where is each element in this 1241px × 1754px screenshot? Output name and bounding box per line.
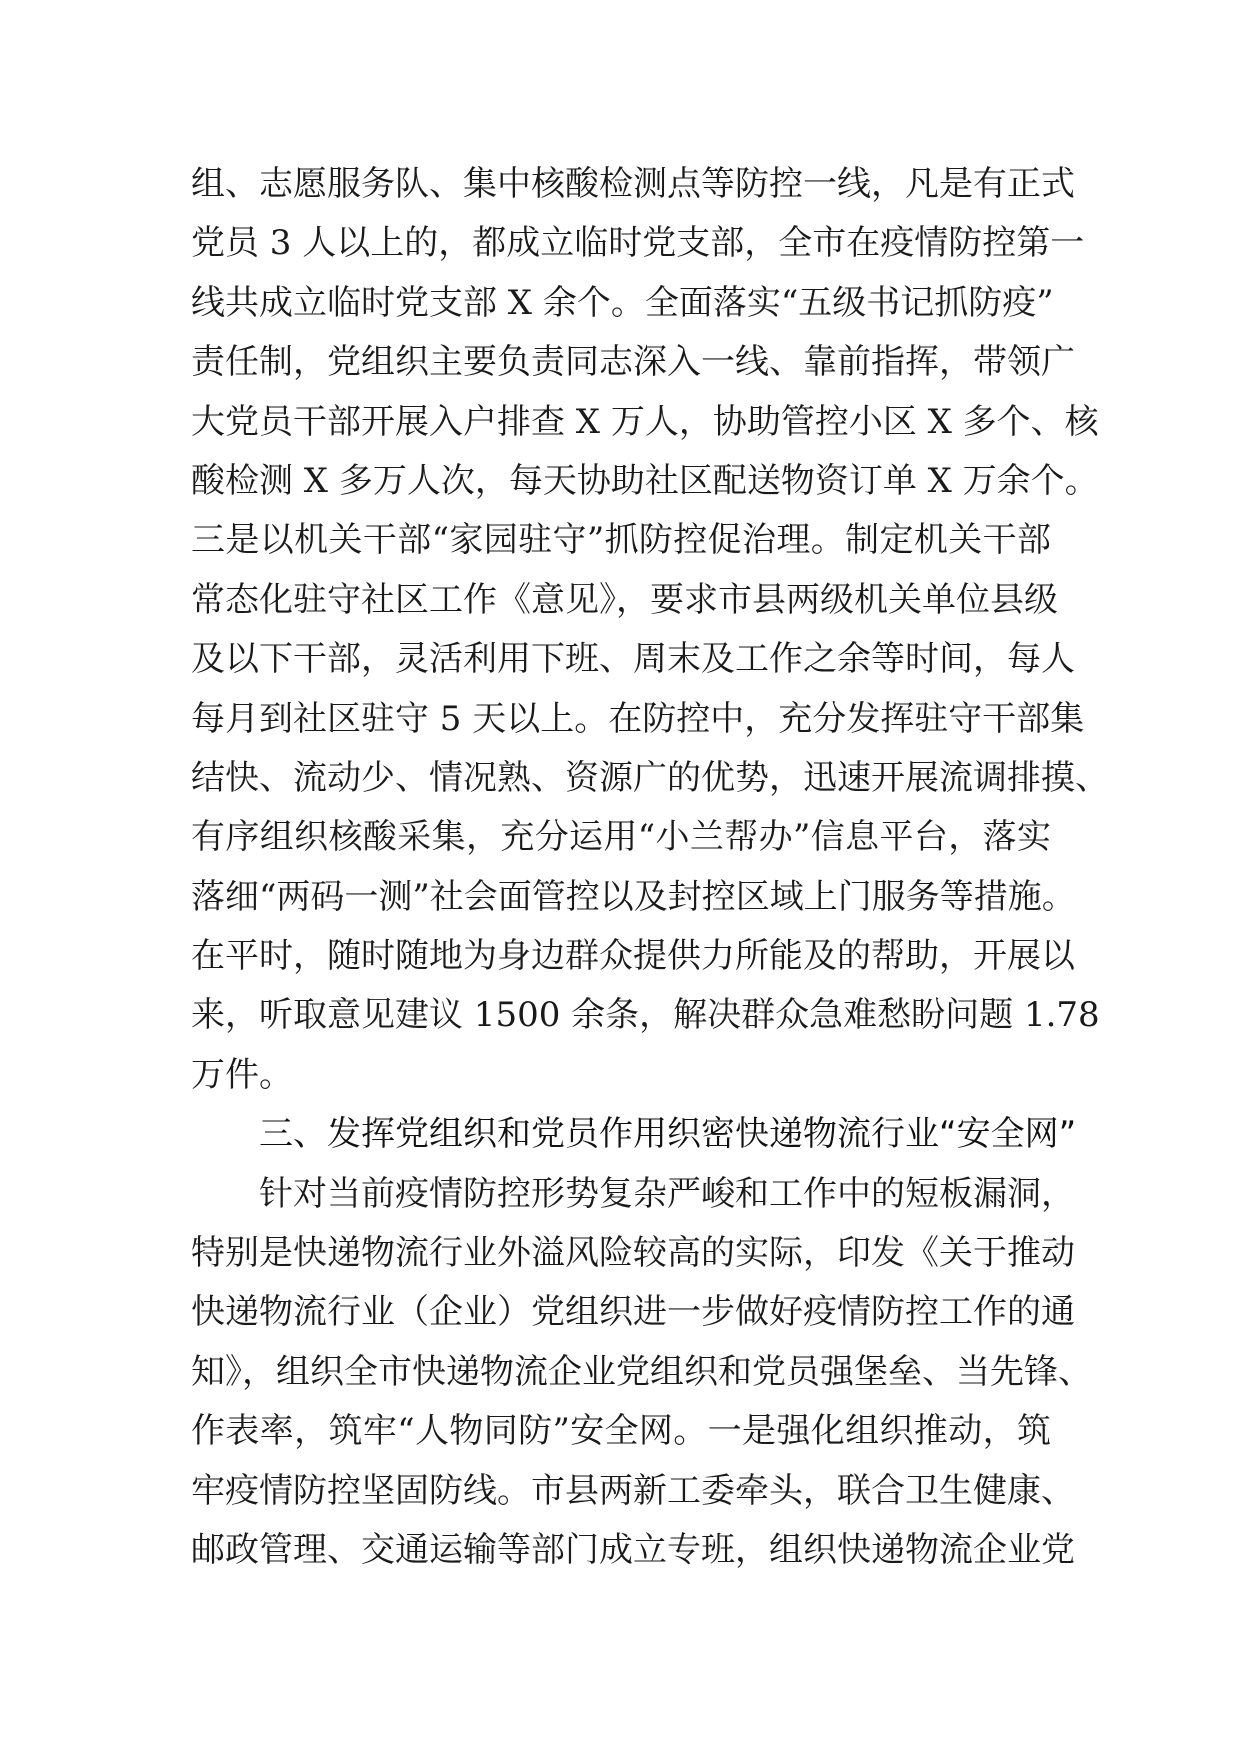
- paragraph-line: 来，听取意见建议 1500 余条，解决群众急难愁盼问题 1.78: [191, 995, 1100, 1036]
- paragraph-line: 知》，组织全市快递物流企业党组织和党员强堡垒、当先锋、: [191, 1351, 1092, 1392]
- paragraph-line: 三是以机关干部“家园驻守”抓防控促治理。制定机关干部: [191, 520, 1051, 561]
- paragraph-line: 有序组织核酸采集，充分运用“小兰帮办”信息平台，落实: [191, 817, 1051, 858]
- paragraph-line: 作表率，筑牢“人物同防”安全网。一是强化组织推动，筑: [191, 1411, 1051, 1452]
- paragraph-line: 快递物流行业（企业）党组织进一步做好疫情防控工作的通: [191, 1292, 1075, 1333]
- paragraph-line: 党员 3 人以上的，都成立临时党支部，全市在疫情防控第一: [191, 223, 1085, 264]
- paragraph-line: 酸检测 X 多万人次，每天协助社区配送物资订单 X 万余个。: [191, 460, 1099, 501]
- paragraph-line: 落细“两码一测”社会面管控以及封控区域上门服务等措施。: [191, 876, 1076, 917]
- paragraph-line: 特别是快递物流行业外溢风险较高的实际，印发《关于推动: [191, 1233, 1075, 1274]
- paragraph-line: 大党员干部开展入户排查 X 万人，协助管控小区 X 多个、核: [191, 401, 1099, 442]
- paragraph-line: 针对当前疫情防控形势复杂严峻和工作中的短板漏洞，: [259, 1173, 1075, 1214]
- paragraph-line: 组、志愿服务队、集中核酸检测点等防控一线，凡是有正式: [191, 164, 1075, 204]
- paragraph-line: 在平时，随时随地为身边群众提供力所能及的帮助，开展以: [191, 936, 1075, 977]
- body-text: [191, 155, 1109, 1580]
- paragraph-line: 牢疫情防控坚固防线。市县两新工委牵头，联合卫生健康、: [191, 1470, 1075, 1511]
- paragraph-line: 常态化驻守社区工作《意见》，要求市县两级机关单位县级: [191, 579, 1058, 620]
- paragraph-line: 责任制，党组织主要负责同志深入一线、靠前指挥，带领广: [191, 342, 1075, 383]
- paragraph-line: 邮政管理、交通运输等部门成立专班，组织快递物流企业党: [191, 1529, 1075, 1570]
- section-heading: 三、发挥党组织和党员作用织密快递物流行业“安全网”: [259, 1114, 1077, 1155]
- paragraph-line: 每月到社区驻守 5 天以上。在防控中，充分发挥驻守干部集: [191, 698, 1085, 739]
- paragraph-line: 结快、流动少、情况熟、资源广的优势，迅速开展流调排摸、: [191, 757, 1109, 798]
- paragraph-line: 万件。: [191, 1054, 293, 1095]
- paragraph-line: 线共成立临时党支部 X 余个。全面落实“五级书记抓防疫”: [191, 282, 1054, 323]
- paragraph-line: 及以下干部，灵活利用下班、周末及工作之余等时间，每人: [191, 639, 1075, 680]
